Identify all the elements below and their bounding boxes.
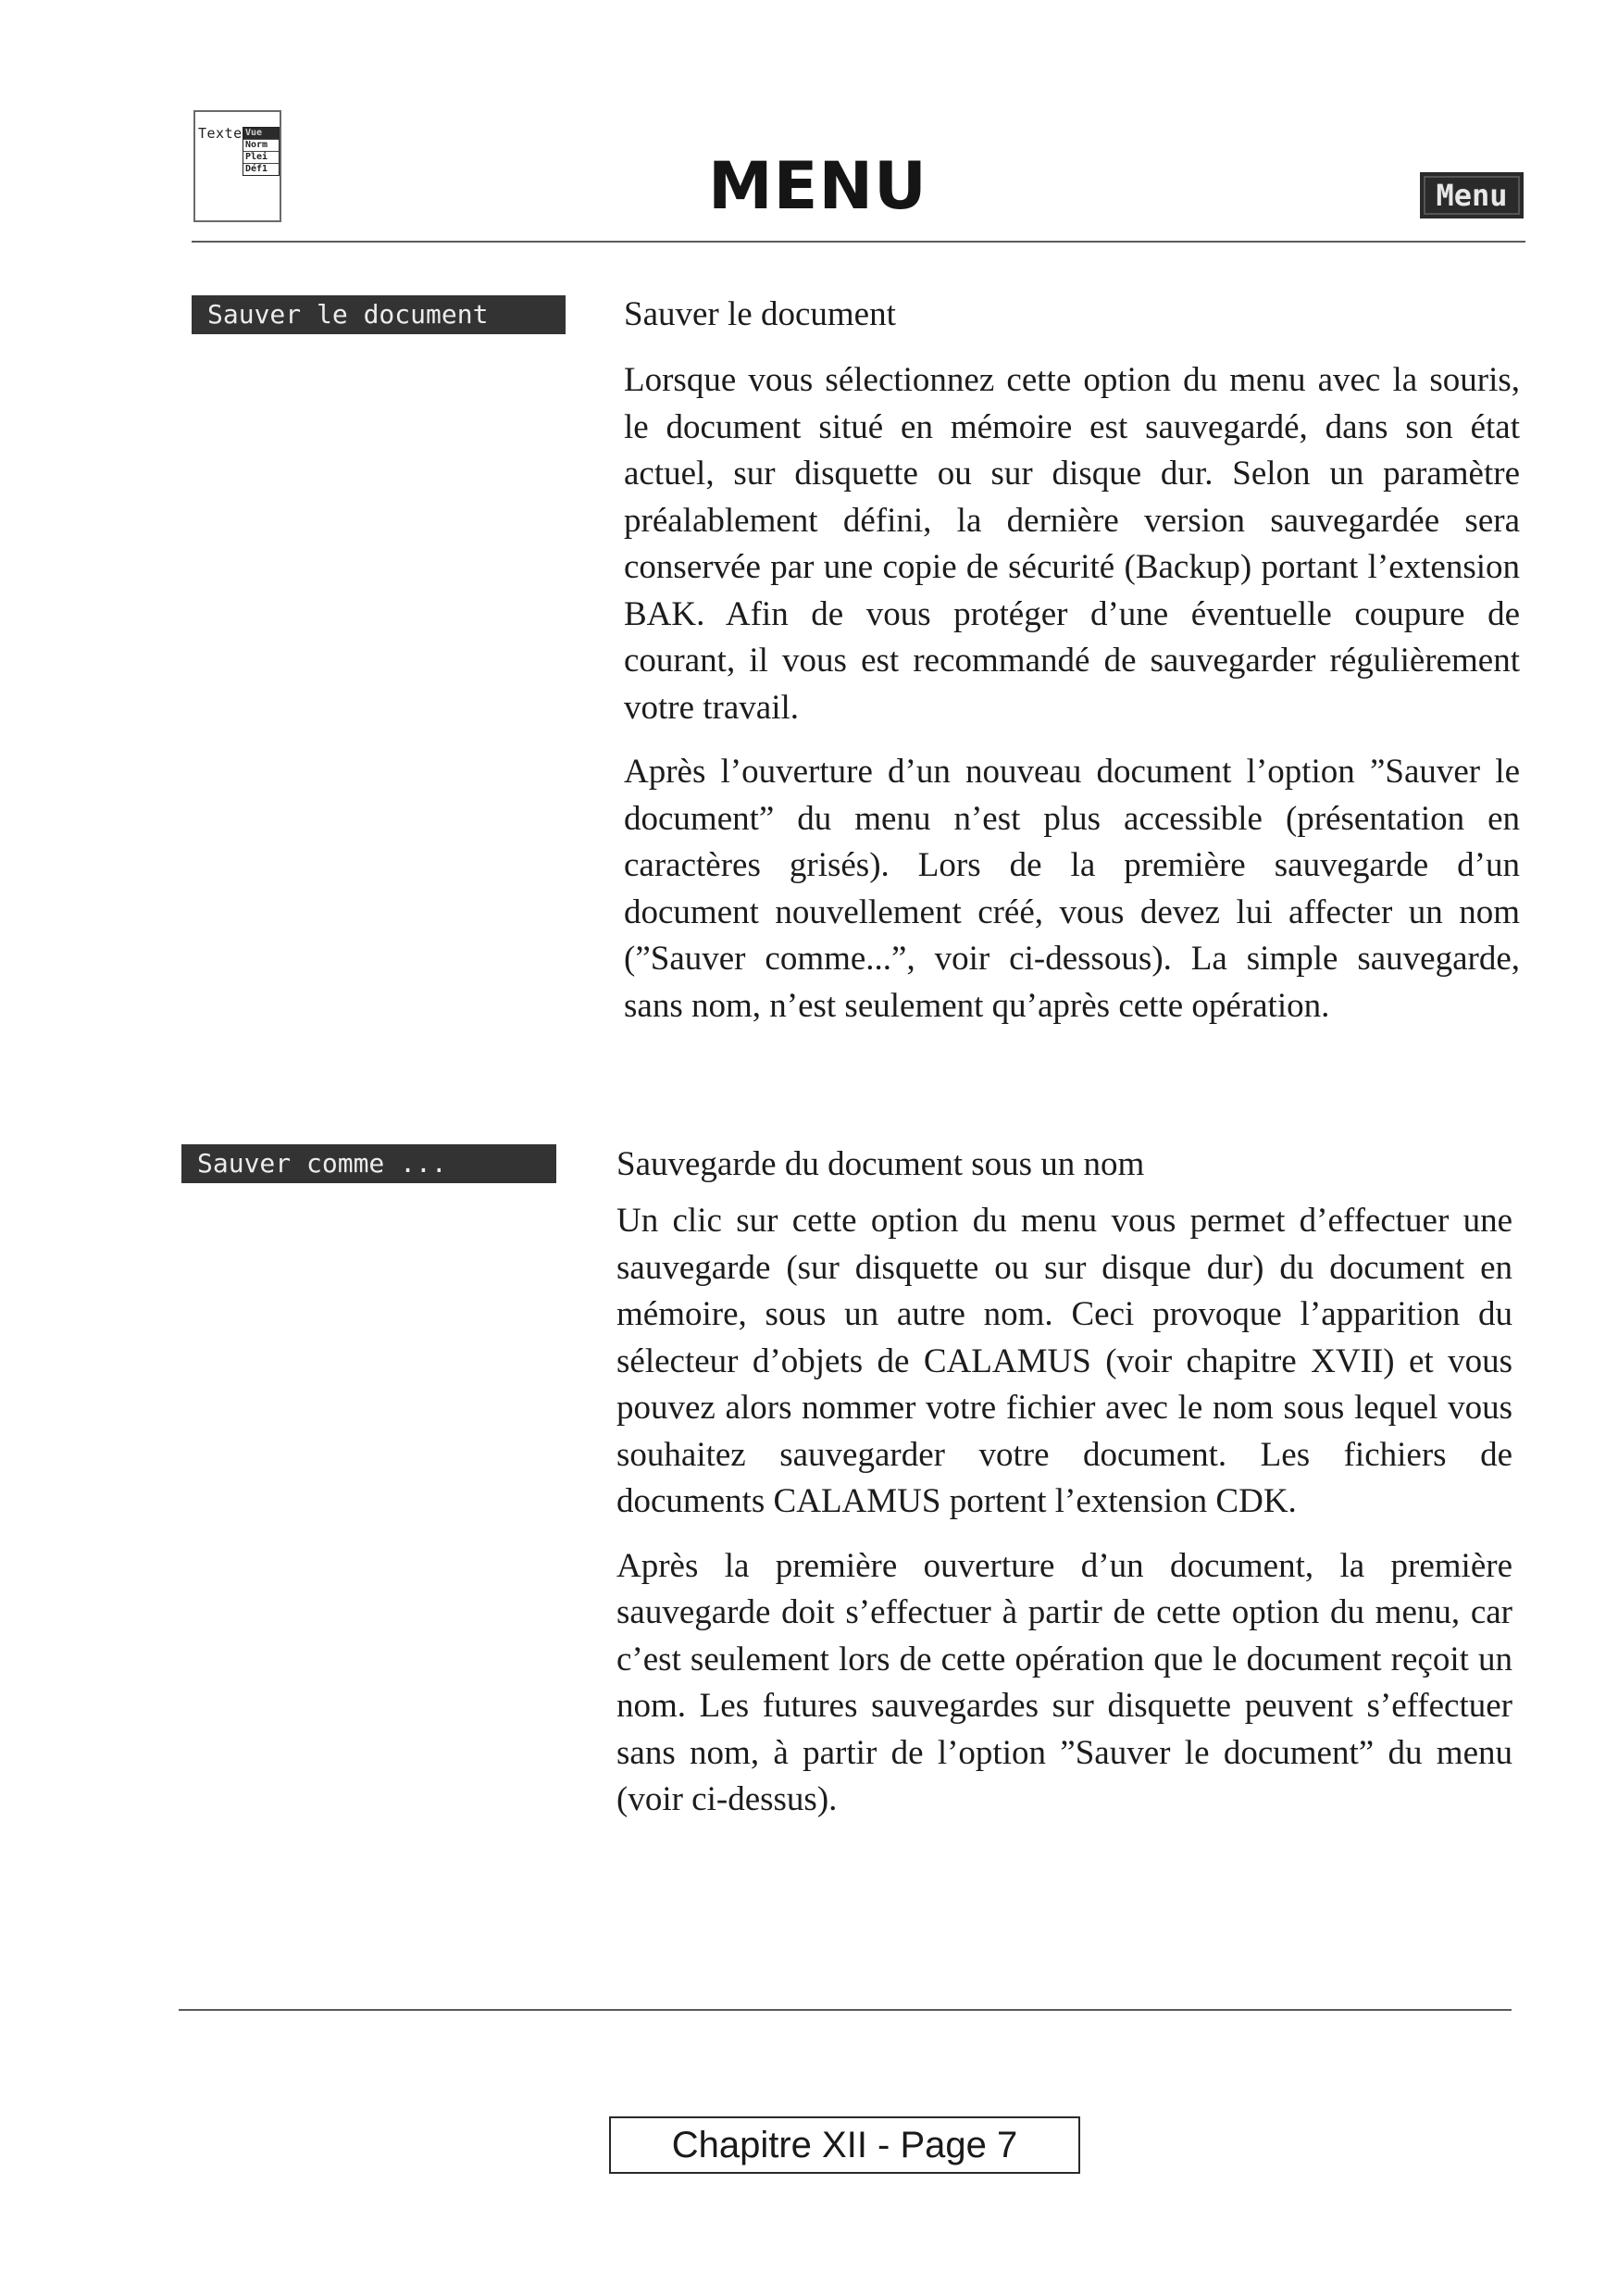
section-save-as xyxy=(616,1144,1512,1841)
mini-menu-item: Déf1 xyxy=(245,164,268,174)
mini-menu-item: Vue xyxy=(243,128,279,140)
menu-badge: Menu xyxy=(1420,172,1524,218)
page-title: MENU xyxy=(708,148,927,224)
mini-menu-list xyxy=(243,127,280,176)
footer-divider xyxy=(179,2009,1512,2011)
menu-item-save-document: Sauver le document xyxy=(192,295,566,334)
section-heading: Sauver le document xyxy=(624,295,896,333)
mini-menu-item: Norm xyxy=(243,140,279,152)
header-divider xyxy=(192,241,1525,243)
section-save-document xyxy=(624,294,1520,1047)
section-heading: Sauvegarde du document sous un nom xyxy=(616,1145,1145,1183)
paragraph: Après l’ouverture d’un nouveau document l’option ”Sauver le document” du menu n’est plus accessible (présentation en caractères grisés). Lors de la première sauvegarde d’un document nouvellement créé, vous devez lui affecter un nom (”Sauver comme...”, voir ci-dessous). La simple sauvegarde, sans nom, n’est seulement qu’après cette opération. xyxy=(624,753,1520,1025)
mini-menu-item: Plei xyxy=(243,152,279,164)
mini-menu-label: Texte xyxy=(198,125,243,142)
paragraph: Un clic sur cette option du menu vous permet d’effectuer une sauvegarde (sur disquette ou sur disque dur) du document en mémoire, sous un autre nom. Ceci provoque l’apparition du sélecteur d’objets de CALAMUS (voir chapitre XVII) et vous pouvez alors nommer votre fichier avec le nom sous lequel vous souhaitez sauvegarder votre document. Les fichiers de documents CALAMUS portent l’extension CDK. xyxy=(616,1202,1512,1520)
menu-item-save-as: Sauver comme ... xyxy=(181,1144,556,1183)
paragraph: Lorsque vous sélectionnez cette option du menu avec la souris, le document situé en mémoire est sauvegardé, dans son état actuel, sur disquette ou sur disque dur. Selon un paramètre préalablement défini, la dernière version sauvegardée sera conservée par une copie de sécurité (Backup) portant l’extension BAK. Afin de vous protéger d’une éventuelle coupure de courant, il vous est recommandé de sauvegarder régulièrement votre travail. xyxy=(624,361,1520,727)
menu-preview-icon xyxy=(193,110,281,222)
page-number-label: Chapitre XII - Page 7 xyxy=(609,2116,1080,2174)
paragraph: Après la première ouverture d’un document, la première sauvegarde doit s’effectuer à partir de cette option du menu, car c’est seulement lors de cette opération que le document reçoit un nom. Les futures sauvegardes sur disquette peuvent s’effectuer sans nom, à partir de l’option ”Sauver le document” du menu (voir ci-dessus). xyxy=(616,1546,1512,1818)
